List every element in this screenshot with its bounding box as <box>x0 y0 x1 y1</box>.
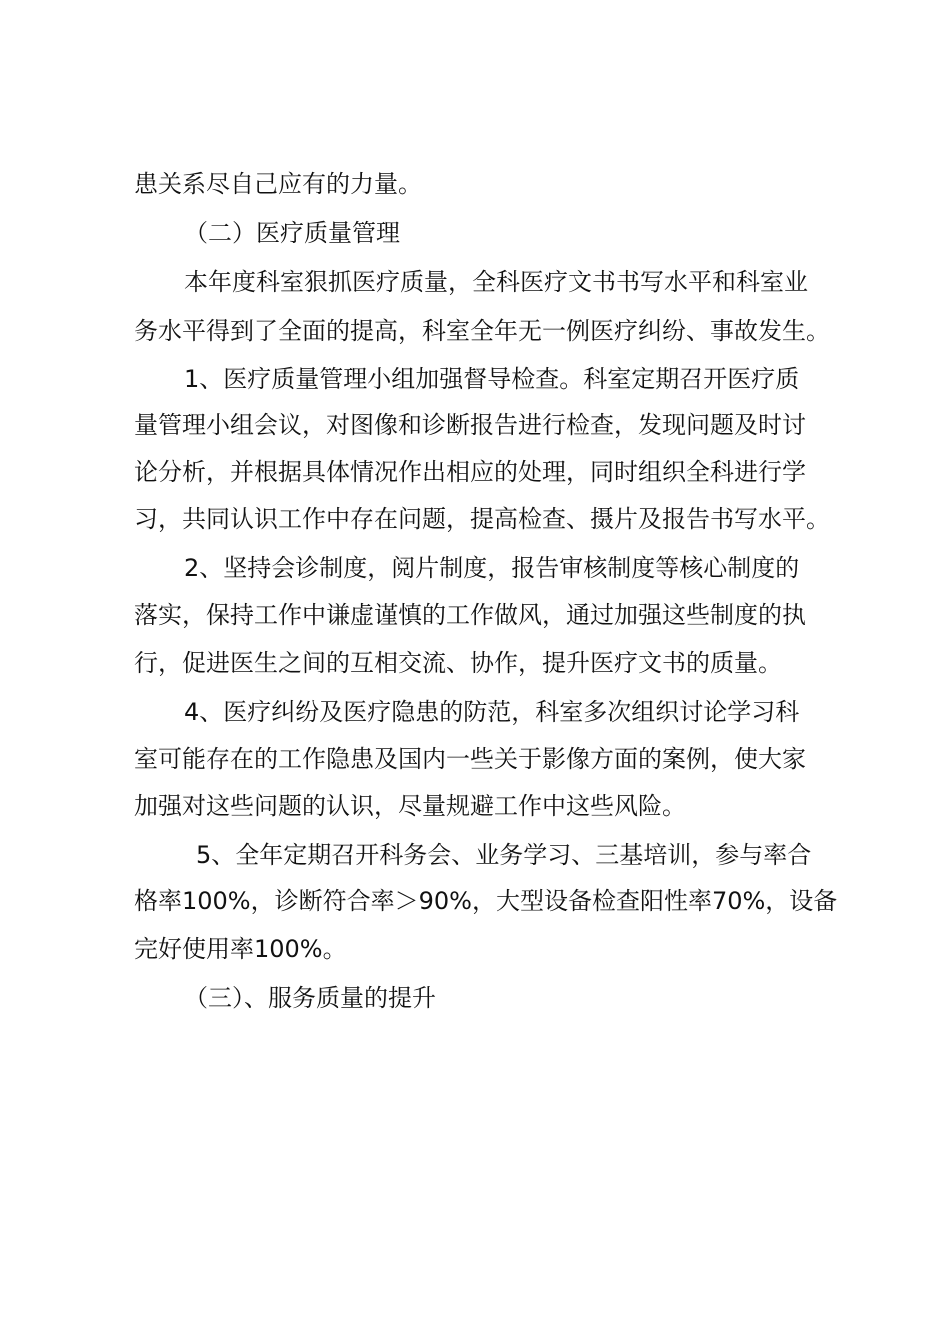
list-item-5-line: 格率100%，诊断符合率＞90%，大型设备检查阳性率70%，设备 <box>134 887 838 915</box>
list-item-4-line: 加强对这些问题的认识，尽量规避工作中这些风险。 <box>134 792 686 820</box>
list-item-5-line: 5、全年定期召开科务会、业务学习、三基培训，参与率合 <box>196 841 812 869</box>
list-item-4-line: 4、医疗纠纷及医疗隐患的防范，科室多次组织讨论学习科 <box>184 698 800 726</box>
list-item-2-line: 落实，保持工作中谦虚谨慎的工作做风，通过加强这些制度的执 <box>134 601 806 629</box>
list-item-1-line: 习，共同认识工作中存在问题，提高检查、摄片及报告书写水平。 <box>134 505 830 533</box>
list-item-1-line: 论分析，并根据具体情况作出相应的处理，同时组织全科进行学 <box>134 458 806 486</box>
list-item-2-line: 行，促进医生之间的互相交流、协作，提升医疗文书的质量。 <box>134 649 782 677</box>
list-item-2-line: 2、坚持会诊制度，阅片制度，报告审核制度等核心制度的 <box>184 554 800 582</box>
section-heading-medical-quality: （二）医疗质量管理 <box>184 219 400 247</box>
list-item-4-line: 室可能存在的工作隐患及国内一些关于影像方面的案例，使大家 <box>134 745 806 773</box>
section-heading-service-quality: （三）、服务质量的提升 <box>184 984 436 1012</box>
list-item-1-line: 1、医疗质量管理小组加强督导检查。科室定期召开医疗质 <box>184 365 800 393</box>
paragraph-line: 务水平得到了全面的提高，科室全年无一例医疗纠纷、事故发生。 <box>134 317 830 345</box>
paragraph-continuation-line: 患关系尽自己应有的力量。 <box>134 170 422 198</box>
list-item-1-line: 量管理小组会议，对图像和诊断报告进行检查，发现问题及时讨 <box>134 411 806 439</box>
list-item-5-line: 完好使用率100%。 <box>134 935 347 963</box>
paragraph-line: 本年度科室狠抓医疗质量，全科医疗文书书写水平和科室业 <box>184 268 808 296</box>
